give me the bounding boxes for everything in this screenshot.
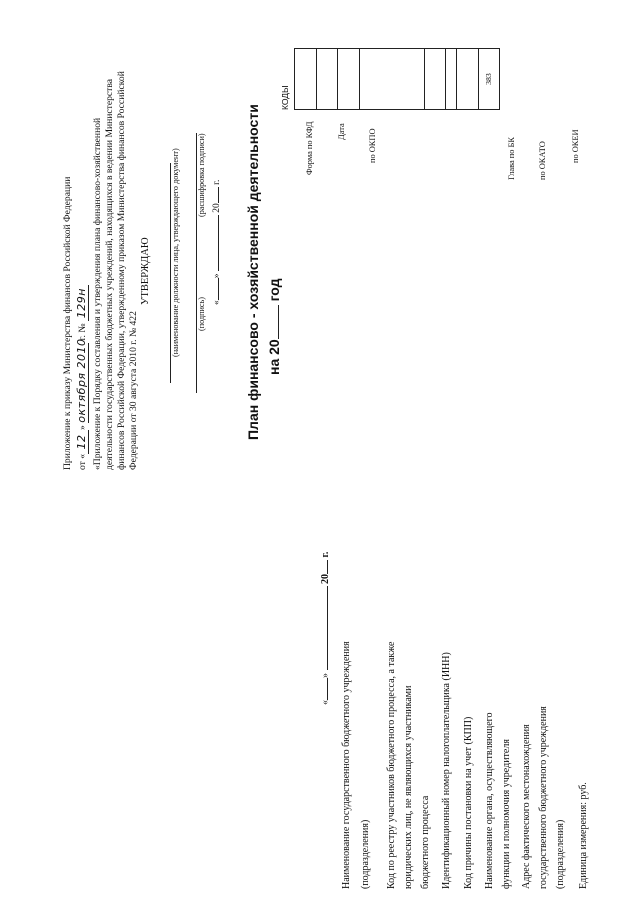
code-cell xyxy=(446,49,457,110)
header-day: 12 xyxy=(76,430,89,454)
field-label: государственного бюджетного учреждения xyxy=(538,706,549,889)
code-cell xyxy=(359,49,424,110)
field-label: Единица измерения: руб. xyxy=(578,782,589,889)
header-month: октября 2010 xyxy=(75,338,88,423)
document-date: «» 20 г. xyxy=(320,551,331,705)
field-label: Код по реестру участников бюджетного процесса, а также xyxy=(386,641,397,889)
position-caption: (наименование должности лица, утверждающего документ) xyxy=(171,148,180,357)
field-label: Адрес фактического местонахождения xyxy=(521,724,532,889)
field-label: Код причины постановки на учет (КПП) xyxy=(463,716,474,889)
document-title: План финансово - хозяйственной деятельности xyxy=(245,104,261,440)
approval-date: «» 20 г. xyxy=(212,179,222,305)
codes-header: КОДЫ xyxy=(280,85,290,110)
code-cell xyxy=(424,49,446,110)
signature-caption: (подпись) xyxy=(197,297,206,331)
code-label: Форма по КФД xyxy=(305,121,314,175)
field-label: (подразделения) xyxy=(360,819,371,889)
header-line1: Приложение к приказу Министерства финансов Российской Федерации xyxy=(62,176,73,470)
code-cell xyxy=(338,49,360,110)
field-label: Наименование органа, осуществляющего xyxy=(484,712,495,889)
code-label: Глава по БК xyxy=(507,137,516,180)
header-number: 129н xyxy=(76,285,89,321)
field-label: юридических лиц, не являющихся участниками xyxy=(403,685,414,889)
code-label: по ОКЕИ xyxy=(571,129,580,163)
header-note-1: «Приложение к Порядку составления и утверждения плана финансово-хозяйственной xyxy=(92,117,103,470)
decipher-caption: (расшифровка подписи) xyxy=(197,133,206,217)
code-label: Дата xyxy=(337,123,346,140)
header-note-2: деятельности государственных бюджетных учреждений, находящихся в ведении Министерства xyxy=(104,79,115,470)
field-label: функции и полномочия учредителя xyxy=(501,739,512,889)
approve-label: УТВЕРЖДАЮ xyxy=(140,237,151,305)
code-label: по ОКАТО xyxy=(538,141,547,180)
document-title-year: на 20 год xyxy=(266,278,282,375)
codes-table xyxy=(294,48,500,110)
header-note-4: Федерации от 30 августа 2010 г. № 422 xyxy=(128,311,139,470)
code-cell: 383 xyxy=(478,49,500,110)
code-cell xyxy=(457,49,479,110)
header-note-3: финансов Российской Федерации, утвержденному приказом Министерства финансов Российской xyxy=(116,71,127,470)
code-label: по ОКПО xyxy=(368,128,377,163)
header-line2: от «12» октября 2010 г. № 129н xyxy=(76,285,89,470)
code-cell xyxy=(316,49,338,110)
field-label: (подразделения) xyxy=(555,819,566,889)
field-label: Идентификационный номер налогоплательщика (ИНН) xyxy=(441,652,452,889)
code-cell xyxy=(295,49,317,110)
field-label: бюджетного процесса xyxy=(420,795,431,889)
field-label: Наименование государственного бюджетного учреждения xyxy=(341,641,352,889)
